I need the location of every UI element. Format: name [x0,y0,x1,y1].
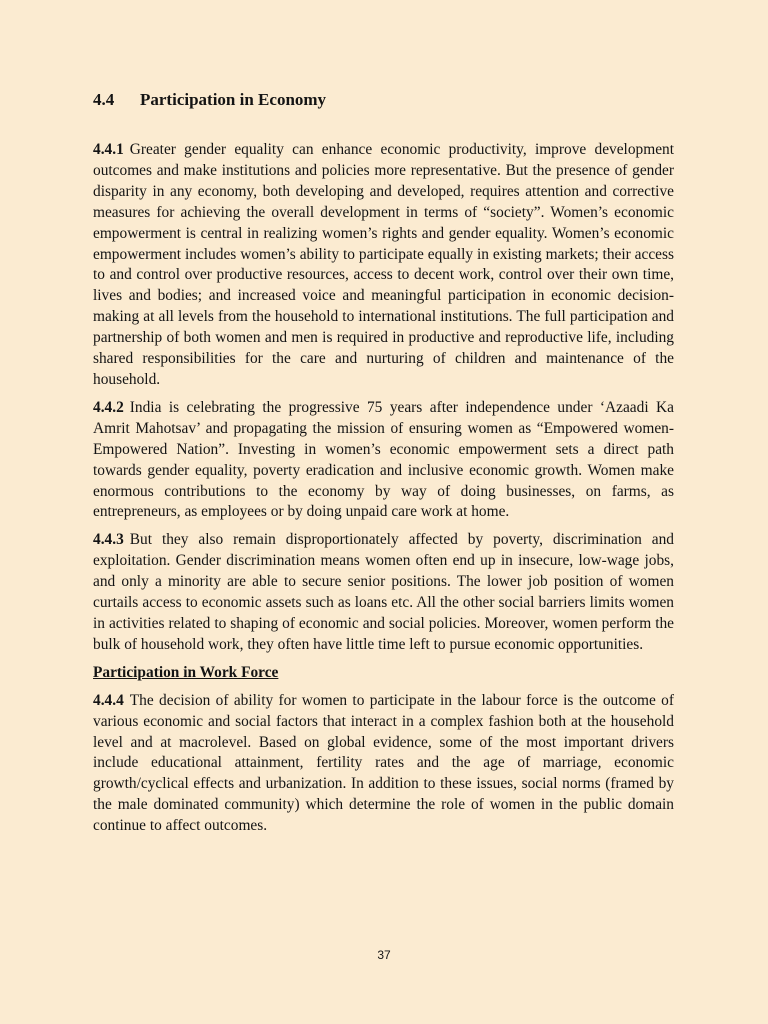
paragraph-number: 4.4.3 [93,531,124,549]
paragraph-number: 4.4.4 [93,691,124,709]
section-heading [93,87,674,113]
paragraph-text: Greater gender equality can enhance economic productivity, improve development outcomes and make institutions and policies more representative. But the presence of gender disparity in any economy, both developing and developed, requires attention and corrective measures for achieving the overall development in terms of “society”. Women’s economic empowerment is central in realizing women’s rights and gender equality. Women’s economic empowerment includes women’s ability to participate equally in existing markets; their access to and control over productive resources, access to decent work, control over their own time, lives and bodies; and increased voice and meaningful participation in economic decision-making at all levels from the household to international institutions. The full participation and partnership of both women and men is required in productive and reproductive life, including shared responsibilities for the care and nurturing of children and maintenance of the household. [93,141,674,388]
page-number: 37 [377,948,391,962]
section-number: 4.4 [93,90,115,109]
paragraph-text: The decision of ability for women to participate in the labour force is the outcome of various economic and social factors that interact in a complex fashion both at the household level and at macrolevel. Based on global evidence, some of the most important drivers include educational attainment, fertility rates and the age of marriage, economic growth/cyclical effects and urbanization. In addition to these issues, social norms (framed by the male dominated community) which determine the role of women in the public domain continue to affect outcomes. [93,691,674,835]
paragraph-4-4-3 [93,530,674,655]
paragraph-4-4-1 [93,140,674,391]
paragraph-text: But they also remain disproportionately affected by poverty, discrimination and exploitation. Gender discrimination means women often end up in insecure, low-wage jobs, and only a minority are able to secure senior positions. The lower job position of women curtails access to economic assets such as loans etc. All the other social barriers limits women in activities related to shaping of economic and social policies. Moreover, women perform the bulk of household work, they often have little time left to pursue economic opportunities. [93,531,674,653]
subheading-participation-in-work-force: Participation in Work Force [93,663,279,681]
paragraph-4-4-2 [93,398,674,523]
section-title: Participation in Economy [140,90,327,109]
paragraph-number: 4.4.2 [93,398,124,416]
paragraph-number: 4.4.1 [93,141,124,158]
paragraph-text: India is celebrating the progressive 75 years after independence under ‘Azaadi Ka Amrit Mahotsav’ and propagating the mission of ensuring women as “Empowered women- Empowered Nation”. Investing in women’s economic empowerment sets a direct path towards gender equality, poverty eradication and inclusive economic growth. Women make enormous contributions to the economy by way of doing businesses, on farms, as entrepreneurs, as employees or by doing unpaid care work at home. [93,398,674,521]
document-page-content [93,87,674,844]
paragraph-4-4-4 [93,691,674,837]
